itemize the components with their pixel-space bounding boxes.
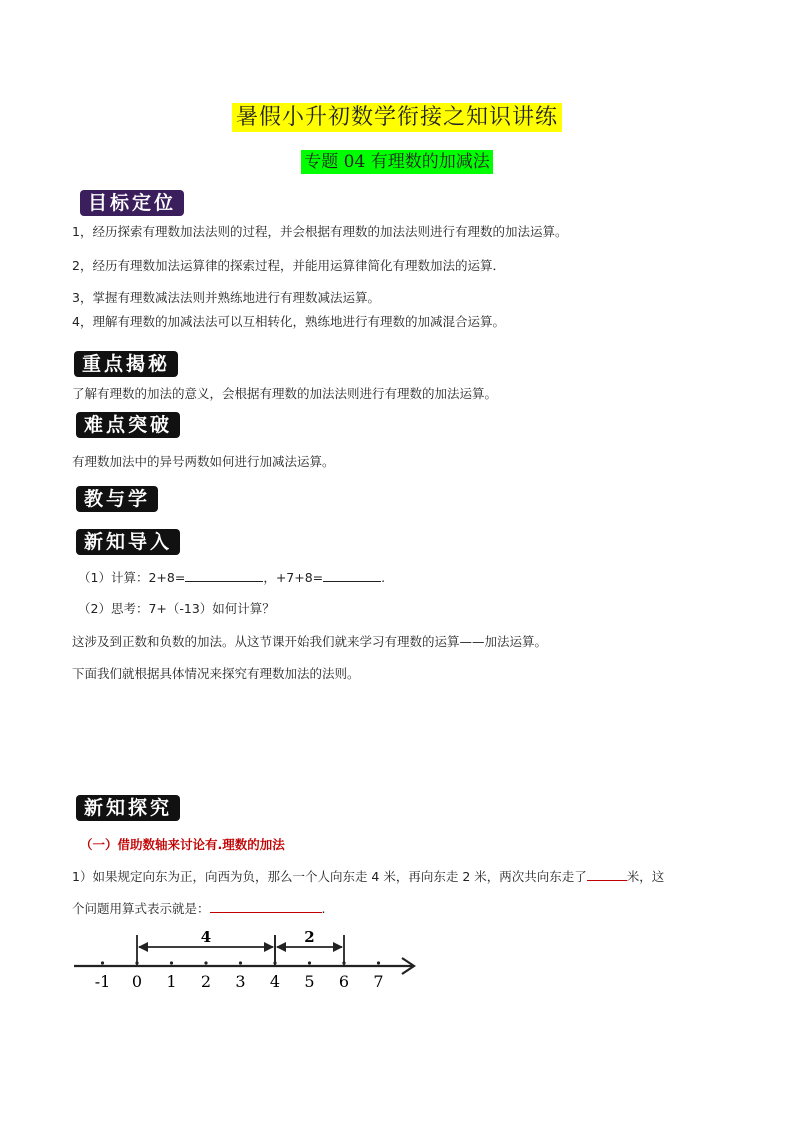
page-subtitle: 专题 04 有理数的加减法 <box>0 147 794 172</box>
section-intro-badge: 新知导入 <box>76 527 180 554</box>
difficulty-text: 有理数加法中的异号两数如何进行加减法运算。 <box>72 454 335 469</box>
section-key-badge: 重点揭秘 <box>74 349 178 376</box>
section-teach-badge: 教与学 <box>76 484 158 511</box>
explore-problem-line-1: 1）如果规定向东为正，向西为负，那么一个人向东走 4 米，再向东走 2 米，两次共向东走了 米，这 <box>72 869 665 884</box>
page-title: 暑假小升初数学衔接之知识讲练 <box>0 100 794 131</box>
section-difficulty-badge: 难点突破 <box>76 410 180 437</box>
span-label: 4 <box>200 928 212 946</box>
span-arrowhead-right <box>264 942 274 952</box>
tick-label: -1 <box>94 972 111 991</box>
answer-blank-3[interactable] <box>587 867 627 881</box>
answer-blank-1[interactable] <box>185 568 263 582</box>
tick-label: 2 <box>200 972 212 991</box>
intro-question-1: （1）计算：2+8= ，+7+8= . <box>78 570 386 585</box>
span-label: 2 <box>304 928 315 946</box>
tick-label: 1 <box>166 972 177 991</box>
intro-paragraph-2: 下面我们就根据具体情况来探究有理数加法的法则。 <box>72 666 360 681</box>
explore-problem-line-2: 个问题用算式表示就是： . <box>72 901 326 916</box>
tick-label: 0 <box>131 972 143 991</box>
key-text: 了解有理数的加法的意义，会根据有理数的加法法则进行有理数的加法运算。 <box>72 386 498 401</box>
goal-item-4: 4，理解有理数的加减法法可以互相转化，熟练地进行有理数的加减混合运算。 <box>72 314 505 329</box>
tick-mark <box>101 961 104 964</box>
goal-item-2: 2，经历有理数加法运算律的探索过程，并能用运算律简化有理数加法的运算． <box>72 258 505 273</box>
tick-mark <box>239 961 242 964</box>
tick-label: 5 <box>304 972 315 991</box>
span-arrowhead-left <box>276 942 286 952</box>
number-line <box>60 925 440 1000</box>
tick-label: 6 <box>338 972 350 991</box>
explore-heading: （一）借助数轴来讨论有.理数的加法 <box>80 837 285 852</box>
tick-mark <box>170 961 173 964</box>
span-arrowhead-left <box>138 942 148 952</box>
span-arrowhead-right <box>333 942 343 952</box>
section-explore-badge: 新知探究 <box>76 793 180 820</box>
tick-label: 4 <box>269 972 281 991</box>
goal-item-3: 3，掌握有理数减法法则并熟练地进行有理数减法运算。 <box>72 290 380 305</box>
tick-label: 3 <box>235 972 246 991</box>
intro-paragraph-1: 这涉及到正数和负数的加法。从这节课开始我们就来学习有理数的运算——加法运算。 <box>72 634 548 649</box>
answer-blank-2[interactable] <box>323 568 381 582</box>
goal-item-1: 1，经历探索有理数加法法则的过程，并会根据有理数的加法法则进行有理数的加法运算。 <box>72 224 568 239</box>
section-goal-badge: 目标定位 <box>80 188 184 215</box>
tick-mark <box>308 961 311 964</box>
intro-question-2: （2）思考：7+（-13）如何计算？ <box>78 601 275 616</box>
tick-mark <box>204 961 207 964</box>
tick-mark <box>377 961 380 964</box>
answer-blank-4[interactable] <box>210 899 322 913</box>
tick-label: 7 <box>373 972 384 991</box>
